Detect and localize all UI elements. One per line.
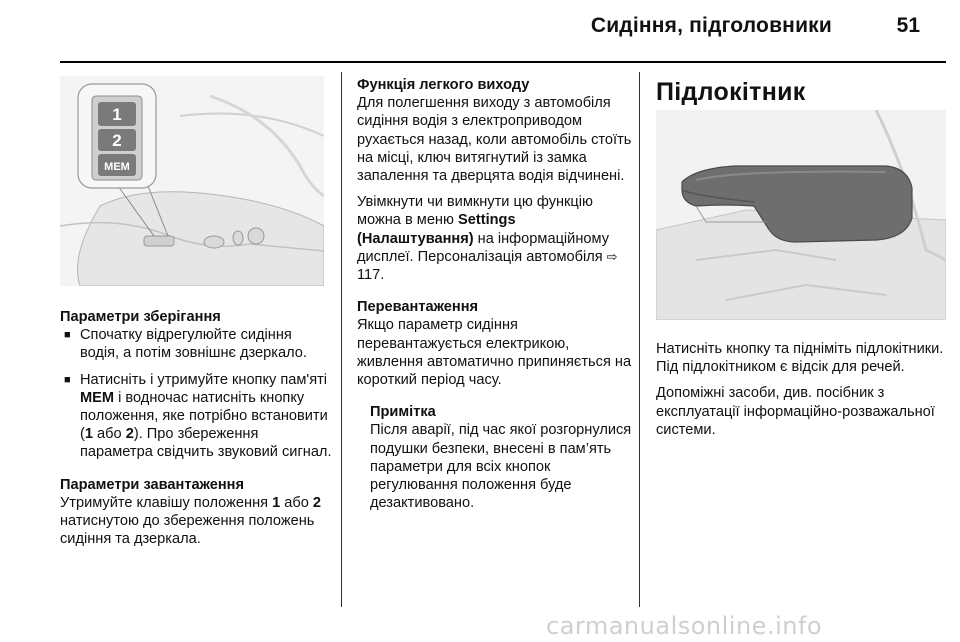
button-number-2: 2 — [125, 426, 134, 443]
overload-heading: Перевантаження — [357, 299, 479, 316]
toggle-paragraph — [357, 193, 632, 284]
mem-keyword: MEM — [80, 389, 115, 406]
armrest-paragraph-2: Допоміжні засоби, див. посібник з експлуатації інформаційно-розважальної системи. — [656, 385, 935, 438]
load-settings-heading: Параметри завантаження — [60, 476, 245, 493]
list-item-text: Натисніть і утримуйте кнопку пам'яті — [80, 371, 328, 388]
button-number-1: 1 — [272, 494, 281, 511]
page-title: Сидіння, підголовники — [590, 14, 832, 37]
overload-paragraph: Якщо параметр сидіння перевантажується електрикою, живлення автоматично припиняється на короткий період часу. — [357, 317, 632, 389]
page-header — [0, 0, 960, 62]
easy-exit-heading: Функція легкого виходу — [357, 77, 530, 93]
bullet-square-icon: ■ — [64, 329, 71, 342]
list-item-text: або — [93, 426, 126, 443]
note-paragraph: Після аварії, під час якої розгорнулися подушки безпеки, внесені в пам’ять параметри для всіх кнопок регулювання положення буде дезактивовано. — [370, 422, 632, 512]
button-number-2: 2 — [312, 494, 322, 511]
seat-memory-drawing — [60, 76, 324, 286]
list-item — [60, 326, 332, 362]
page-number: 51 — [896, 14, 920, 37]
header-rule — [60, 61, 946, 63]
paragraph-text: Утримуйте клавішу положення — [60, 494, 273, 511]
settings-menu-keyword: Settings (Налаштування) — [357, 212, 516, 247]
watermark: carmanualsonline.info — [546, 612, 823, 640]
column-divider-1 — [341, 72, 342, 607]
load-settings-paragraph — [60, 494, 332, 549]
save-settings-heading: Параметри зберігання — [60, 309, 221, 325]
armrest-paragraph-1: Натисніть кнопку та підніміть підлокітники. Під підлокітником є відсік для речей. — [656, 341, 944, 376]
paragraph-text: натиснутою до збереження положень сидіння та дзеркала. — [60, 513, 315, 548]
memory-buttons-illustration — [60, 76, 324, 286]
button-number-1: 1 — [84, 426, 93, 443]
easy-exit-paragraph: Для полегшення виходу з автомобіля сидіння водія з електроприводом рухається назад, коли автомобіль стоїть на місці, ключ витягнутий із замка запалення та дверцята водія відчинені. — [357, 95, 632, 185]
list-item-text: і водночас натисніть кнопку положення, яке потрібно встановити ( — [80, 389, 328, 443]
paragraph-text: на інформаційному дисплеї. Персоналізація автомобіля — [357, 230, 609, 265]
memory-button-1-label: 1 — [112, 105, 122, 124]
list-item-text: ). Про збереження параметра свідчить звуковий сигнал. — [80, 426, 332, 461]
memory-button-2-label: 2 — [112, 131, 122, 150]
armrest-section-title: Підлокітник — [656, 78, 806, 106]
paragraph-text: або — [280, 494, 313, 511]
column-right — [656, 340, 946, 439]
column-divider-2 — [639, 72, 640, 607]
list-item-text: Спочатку відрегулюйте сидіння водія, а потім зовнішнє дзеркало. — [80, 327, 307, 362]
page-reference: 117. — [357, 267, 385, 284]
armrest-drawing — [656, 110, 946, 320]
list-item — [60, 371, 332, 462]
bullet-square-icon: ■ — [64, 373, 71, 386]
page-reference-arrow-icon: ⇨ — [606, 248, 618, 264]
column-middle — [357, 76, 632, 512]
note-block — [357, 403, 632, 512]
note-heading: Примітка — [370, 404, 436, 421]
paragraph-text: Увімкнути чи вимкнути цю функцію можна в меню — [357, 194, 593, 229]
column-left — [60, 308, 332, 548]
armrest-illustration — [656, 110, 946, 320]
memory-button-mem-label: MEM — [104, 161, 130, 173]
